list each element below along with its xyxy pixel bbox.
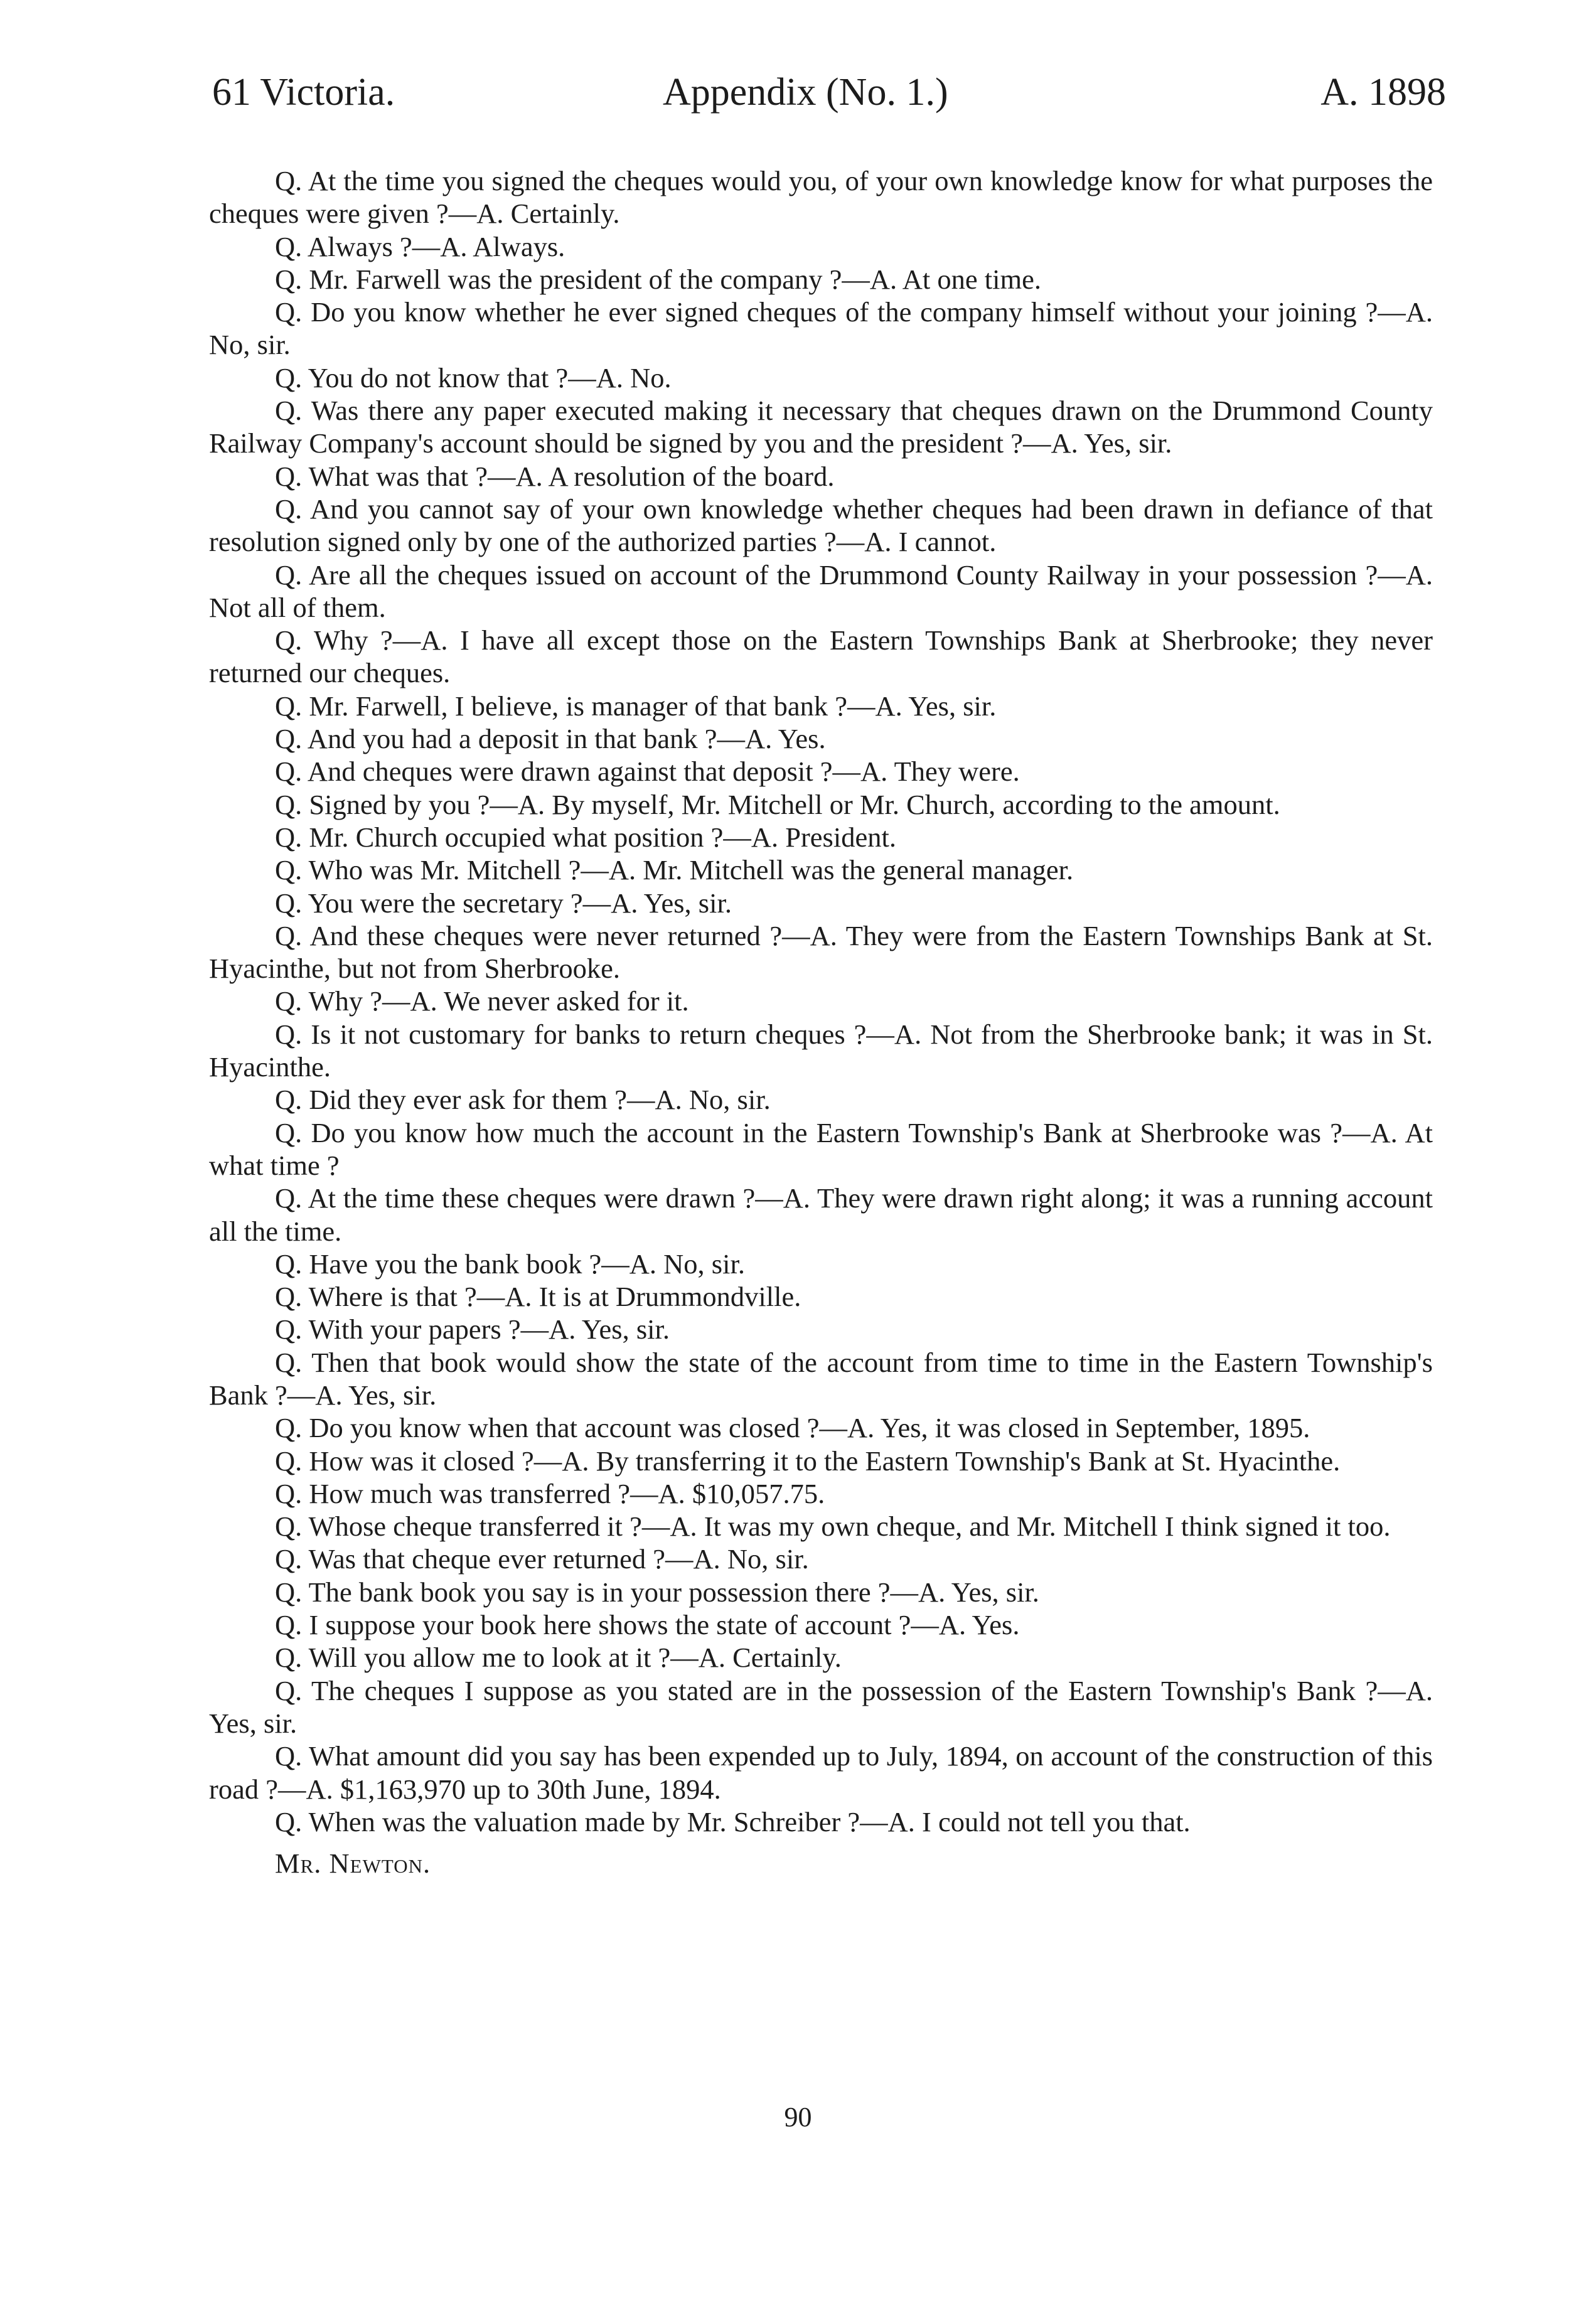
qa-paragraph: Q. Did they ever ask for them ?—A. No, sir. — [275, 1084, 771, 1116]
header-session: 61 Victoria. — [212, 71, 395, 114]
qa-paragraph: Q. With your papers ?—A. Yes, sir. — [275, 1313, 670, 1345]
qa-paragraph: Q. What amount did you say has been expended up to July, 1894, on account of the construction of this road ?—A. $1,163,970 up to 30th June, 1894. — [209, 1740, 1433, 1805]
page-number: 90 — [784, 2102, 812, 2132]
qa-paragraph: Q. Was that cheque ever returned ?—A. No, sir. — [275, 1543, 809, 1575]
qa-paragraph: Q. At the time you signed the cheques would you, of your own knowledge know for what purposes the cheques were given ?—A. Certainly. — [209, 165, 1433, 230]
qa-paragraph: Q. Then that book would show the state of the account from time to time in the Eastern Township's Bank ?—A. Yes, sir. — [209, 1346, 1433, 1411]
qa-paragraph: Q. The bank book you say is in your possession there ?—A. Yes, sir. — [275, 1576, 1039, 1608]
qa-paragraph: Q. Signed by you ?—A. By myself, Mr. Mitchell or Mr. Church, according to the amount. — [275, 788, 1280, 820]
qa-paragraph: Q. You were the secretary ?—A. Yes, sir. — [275, 887, 732, 919]
qa-paragraph: Q. Mr. Church occupied what position ?—A. President. — [275, 821, 896, 853]
speaker-signature: Mr. Newton. — [275, 1848, 431, 1880]
qa-paragraph: Q. Was there any paper executed making it necessary that cheques drawn on the Drummond County Railway Company's account should be signed by you and the president ?—A. Yes, sir. — [209, 395, 1433, 459]
qa-paragraph: Q. Do you know how much the account in the Eastern Township's Bank at Sherbrooke was ?—A. At what time ? — [209, 1116, 1433, 1181]
qa-paragraph: Q. Have you the bank book ?—A. No, sir. — [275, 1248, 745, 1280]
qa-paragraph: Q. At the time these cheques were drawn ?—A. They were drawn right along; it was a running account all the time. — [209, 1182, 1433, 1247]
qa-paragraph: Q. How much was transferred ?—A. $10,057.75. — [275, 1477, 825, 1509]
qa-paragraph: Q. Mr. Farwell, I believe, is manager of that bank ?—A. Yes, sir. — [275, 690, 997, 722]
qa-paragraph: Q. How was it closed ?—A. By transferring it to the Eastern Township's Bank at St. Hyacinthe. — [275, 1445, 1341, 1477]
qa-paragraph: Q. Why ?—A. We never asked for it. — [275, 985, 689, 1017]
page-header — [0, 70, 1596, 120]
qa-paragraph: Q. And you cannot say of your own knowledge whether cheques had been drawn in defiance of that resolution signed only by one of the authorized parties ?—A. I cannot. — [209, 493, 1433, 558]
qa-paragraph: Q. When was the valuation made by Mr. Schreiber ?—A. I could not tell you that. — [275, 1805, 1191, 1837]
qa-paragraph: Q. Whose cheque transferred it ?—A. It was my own cheque, and Mr. Mitchell I think signed it too. — [275, 1511, 1391, 1543]
qa-paragraph: Q. Why ?—A. I have all except those on the Eastern Townships Bank at Sherbrooke; they never returned our cheques. — [209, 624, 1433, 689]
qa-paragraph: Q. The cheques I suppose as you stated are in the possession of the Eastern Township's Bank ?—A. Yes, sir. — [209, 1674, 1433, 1739]
qa-paragraph: Q. And you had a deposit in that bank ?—A. Yes. — [275, 723, 826, 755]
qa-paragraph: Q. Where is that ?—A. It is at Drummondville. — [275, 1281, 801, 1313]
qa-paragraph: Q. Always ?—A. Always. — [275, 230, 565, 262]
qa-paragraph: Q. And cheques were drawn against that deposit ?—A. They were. — [275, 756, 1020, 788]
qa-paragraph: Q. I suppose your book here shows the state of account ?—A. Yes. — [275, 1609, 1020, 1641]
qa-paragraph: Q. Is it not customary for banks to return cheques ?—A. Not from the Sherbrooke bank; it was in St. Hyacinthe. — [209, 1018, 1433, 1083]
qa-paragraph: Q. What was that ?—A. A resolution of the board. — [275, 460, 835, 492]
qa-paragraph: Q. Do you know when that account was closed ?—A. Yes, it was closed in September, 1895. — [275, 1412, 1310, 1444]
testimony-body — [209, 164, 1433, 1880]
qa-paragraph: Q. And these cheques were never returned ?—A. They were from the Eastern Townships Bank at St. Hyacinthe, but not from Sherbrooke. — [209, 919, 1433, 985]
header-year: A. 1898 — [1320, 71, 1446, 114]
header-appendix: Appendix (No. 1.) — [663, 71, 948, 114]
qa-paragraph: Q. Who was Mr. Mitchell ?—A. Mr. Mitchell was the general manager. — [275, 854, 1074, 886]
qa-paragraph: Q. Do you know whether he ever signed cheques of the company himself without your joining ?—A. No, sir. — [209, 296, 1433, 361]
qa-paragraph: Q. Mr. Farwell was the president of the company ?—A. At one time. — [275, 263, 1042, 295]
qa-paragraph: Q. You do not know that ?—A. No. — [275, 361, 672, 393]
qa-paragraph: Q. Are all the cheques issued on account of the Drummond County Railway in your possession ?—A. Not all of them. — [209, 559, 1433, 623]
qa-paragraph: Q. Will you allow me to look at it ?—A. Certainly. — [275, 1642, 842, 1674]
